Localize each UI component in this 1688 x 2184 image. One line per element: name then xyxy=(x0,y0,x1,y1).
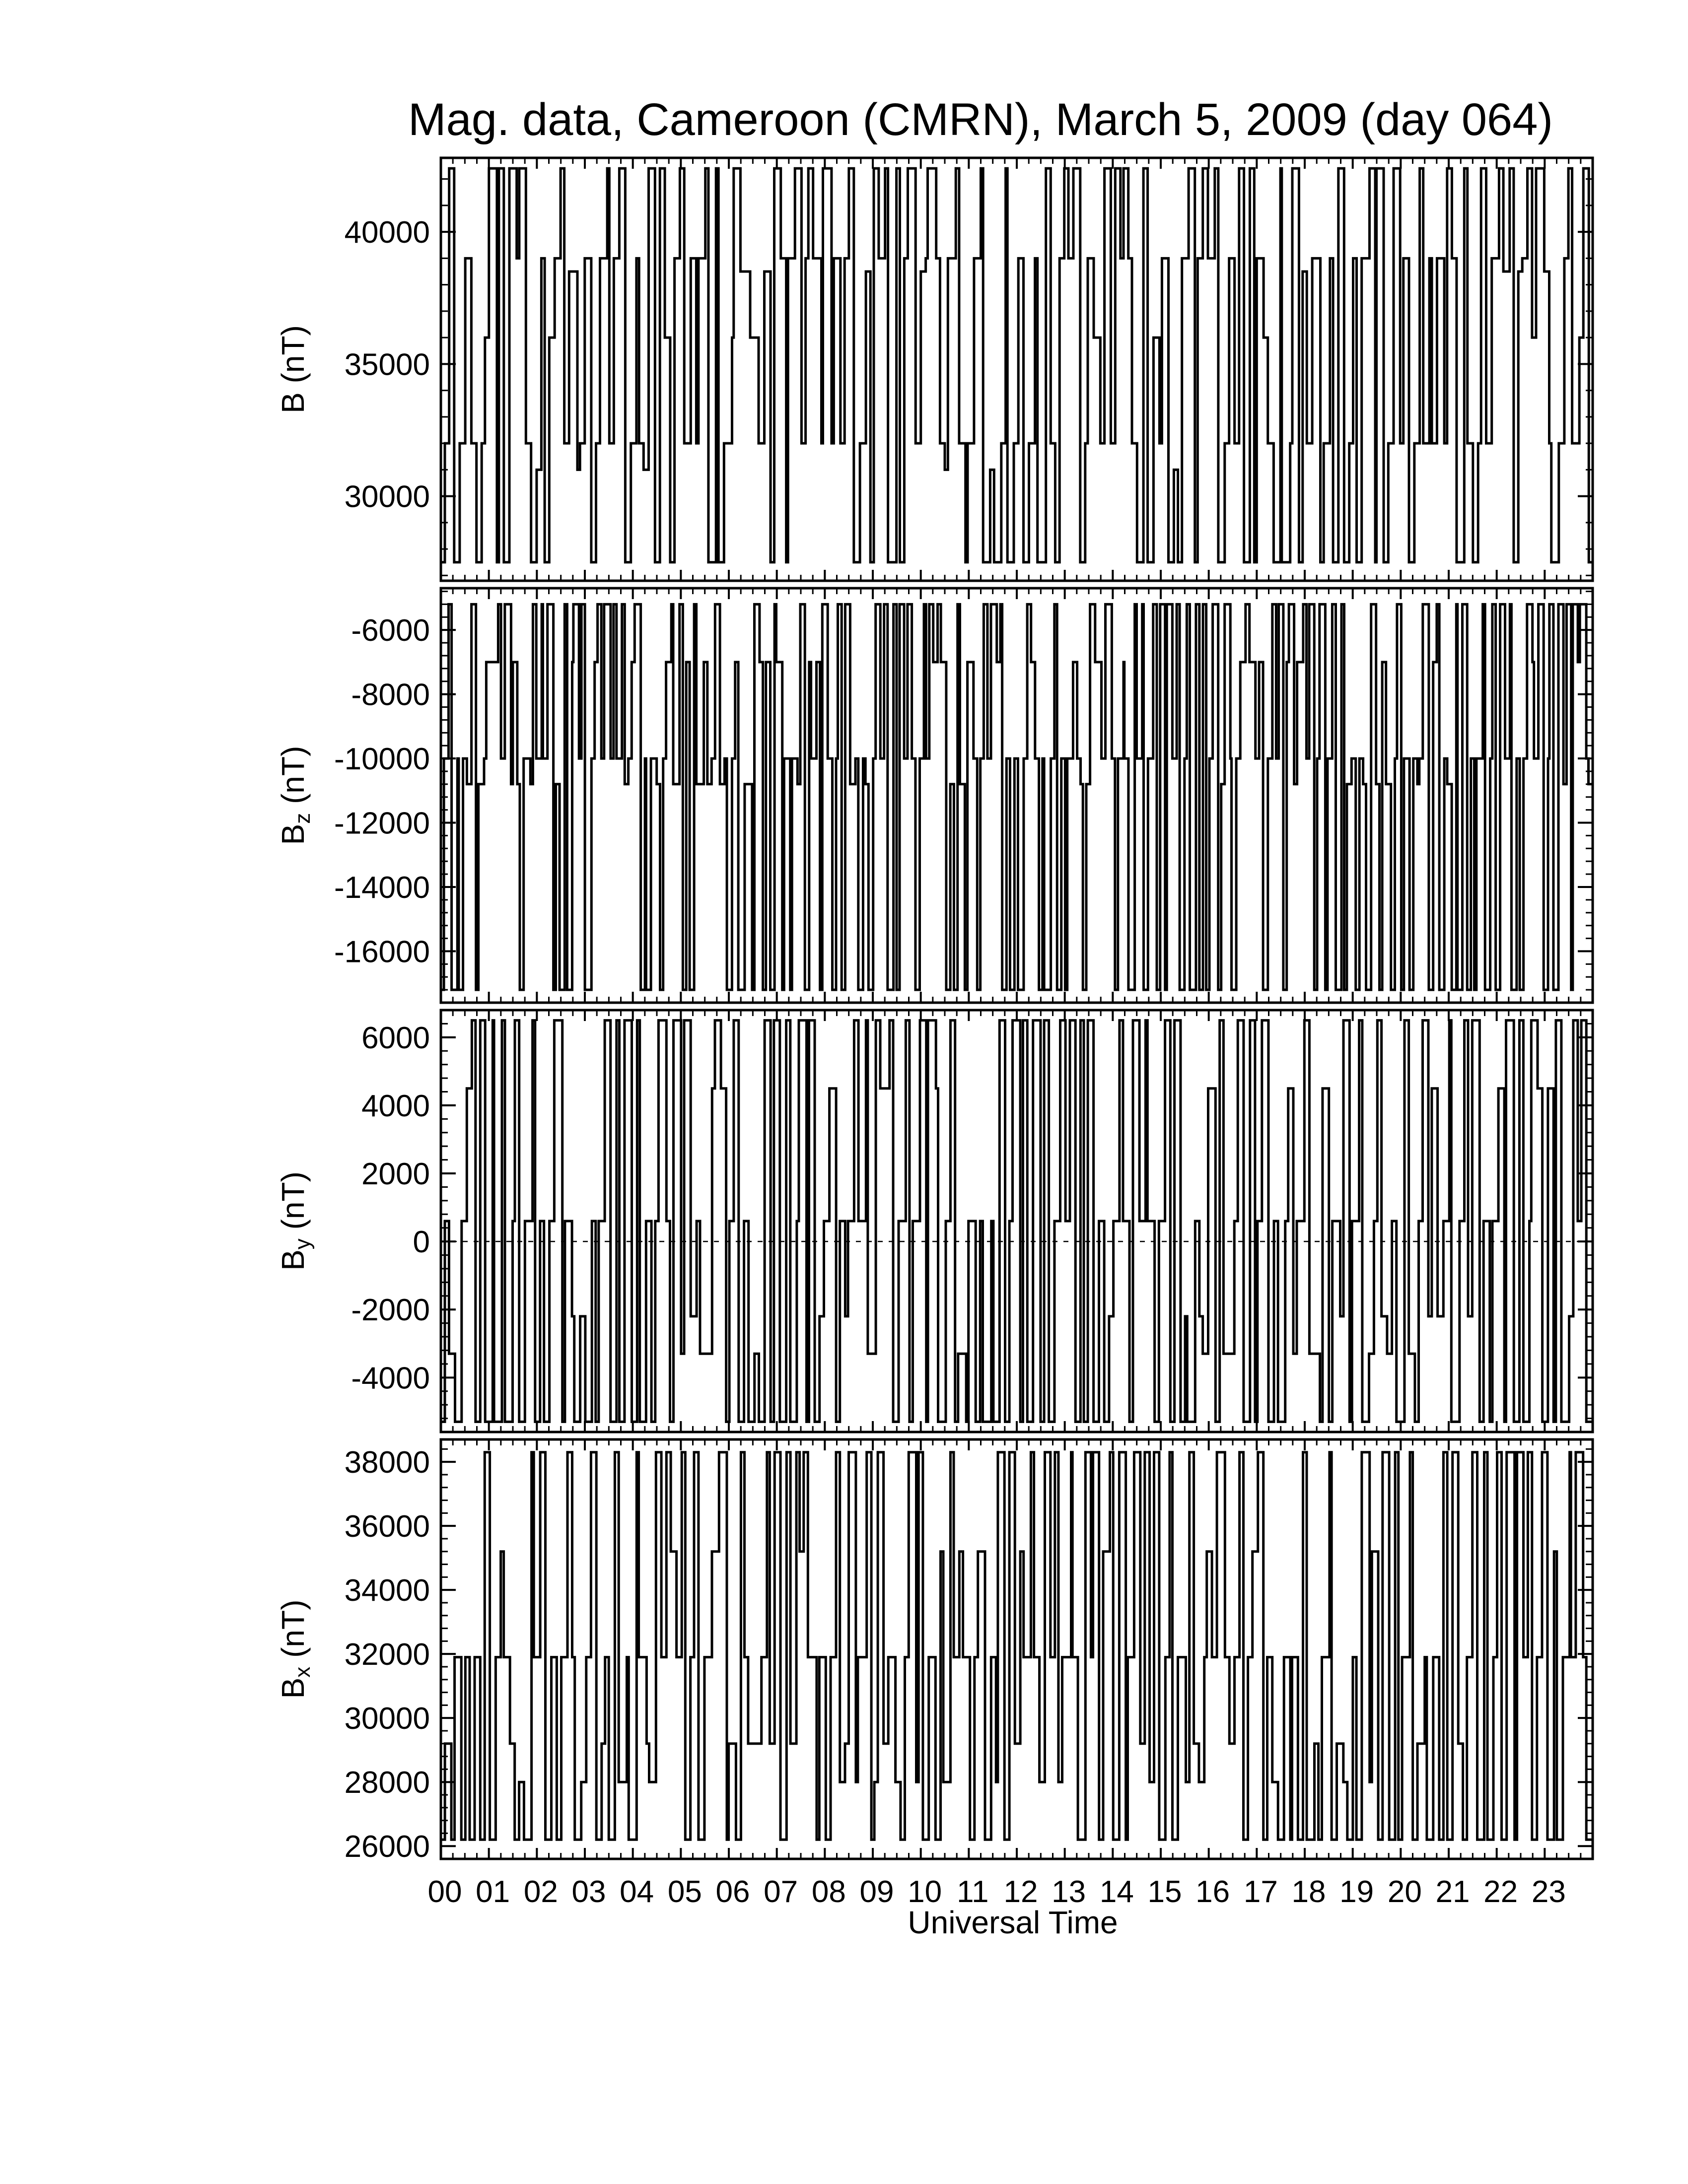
x-tick-label: 12 xyxy=(1003,1875,1038,1909)
y-tick-label: 34000 xyxy=(344,1573,430,1608)
y-tick-label: -16000 xyxy=(334,935,430,969)
x-tick-label: 06 xyxy=(715,1875,750,1909)
y-tick-label: 32000 xyxy=(344,1638,430,1672)
chart-title: Mag. data, Cameroon (CMRN), March 5, 2009 (day 064) xyxy=(408,94,1553,145)
x-tick-label: 19 xyxy=(1339,1875,1374,1909)
panel-B xyxy=(275,158,1593,581)
x-tick-label: 04 xyxy=(620,1875,654,1909)
y-tick-label: 38000 xyxy=(344,1445,430,1480)
trace-B xyxy=(441,168,1593,562)
y-axis-title-subscript: x xyxy=(290,1666,315,1678)
y-tick-label: 40000 xyxy=(344,215,430,250)
panels xyxy=(275,158,1593,1864)
y-axis-title-B xyxy=(275,325,311,413)
x-tick-label: 22 xyxy=(1483,1875,1518,1909)
y-tick-label: 26000 xyxy=(344,1830,430,1864)
x-tick-label: 10 xyxy=(908,1875,942,1909)
y-tick-label: -6000 xyxy=(351,614,430,648)
y-tick-label: -12000 xyxy=(334,806,430,841)
panel-Bz xyxy=(275,588,1593,1003)
x-tick-label: 15 xyxy=(1147,1875,1182,1909)
y-tick-label: -10000 xyxy=(334,742,430,777)
y-tick-label: 35000 xyxy=(344,347,430,382)
y-axis-title-unit: (nT) xyxy=(275,746,311,813)
x-tick-label: 14 xyxy=(1099,1875,1134,1909)
y-axis-title-subscript: y xyxy=(290,1238,315,1250)
y-axis-title-symbol: B xyxy=(275,1249,311,1271)
x-tick-label: 21 xyxy=(1435,1875,1470,1909)
x-tick-label: 08 xyxy=(811,1875,846,1909)
y-axis-title-Bz xyxy=(275,746,315,845)
x-tick-label: 09 xyxy=(859,1875,894,1909)
x-tick-label: 00 xyxy=(427,1875,462,1909)
y-axis-title-symbol: B xyxy=(275,392,311,413)
x-tick-label: 11 xyxy=(957,1875,989,1909)
trace-Bx xyxy=(441,1452,1593,1840)
y-tick-label: 36000 xyxy=(344,1509,430,1544)
y-tick-label: 30000 xyxy=(344,479,430,514)
x-tick-label: 13 xyxy=(1052,1875,1086,1909)
trace-Bz xyxy=(441,604,1593,990)
y-tick-label: 28000 xyxy=(344,1766,430,1800)
y-axis-title-unit: (nT) xyxy=(275,1599,311,1667)
y-tick-label: -14000 xyxy=(334,870,430,905)
y-tick-label: -8000 xyxy=(351,678,430,712)
trace-By xyxy=(441,1021,1593,1422)
y-axis-title-By xyxy=(275,1171,315,1271)
y-tick-label: 2000 xyxy=(361,1157,430,1192)
y-axis-title-unit: (nT) xyxy=(275,325,311,393)
y-axis-title-unit: (nT) xyxy=(275,1171,311,1239)
y-tick-label: 30000 xyxy=(344,1702,430,1736)
x-axis-title: Universal Time xyxy=(908,1905,1118,1940)
y-tick-label: 0 xyxy=(413,1225,430,1260)
y-tick-label: 6000 xyxy=(361,1021,430,1055)
y-axis-title-Bx xyxy=(275,1600,315,1699)
y-tick-label: -2000 xyxy=(351,1293,430,1328)
x-tick-label: 23 xyxy=(1531,1875,1566,1909)
panel-By xyxy=(275,1010,1593,1432)
x-tick-label: 17 xyxy=(1243,1875,1278,1909)
y-tick-label: 4000 xyxy=(361,1089,430,1123)
y-axis-title-subscript: z xyxy=(290,813,315,824)
x-tick-label: 16 xyxy=(1196,1875,1230,1909)
x-tick-label: 03 xyxy=(571,1875,606,1909)
panel-Bx xyxy=(275,1439,1593,1864)
x-tick-label: 02 xyxy=(523,1875,558,1909)
x-tick-labels xyxy=(428,1875,1566,1909)
y-axis-title-symbol: B xyxy=(275,1677,311,1699)
x-tick-label: 18 xyxy=(1291,1875,1326,1909)
y-tick-label: -4000 xyxy=(351,1361,430,1396)
y-axis-title-symbol: B xyxy=(275,823,311,845)
x-tick-label: 01 xyxy=(476,1875,510,1909)
x-tick-label: 20 xyxy=(1387,1875,1422,1909)
x-tick-label: 05 xyxy=(667,1875,702,1909)
x-tick-label: 07 xyxy=(764,1875,798,1909)
